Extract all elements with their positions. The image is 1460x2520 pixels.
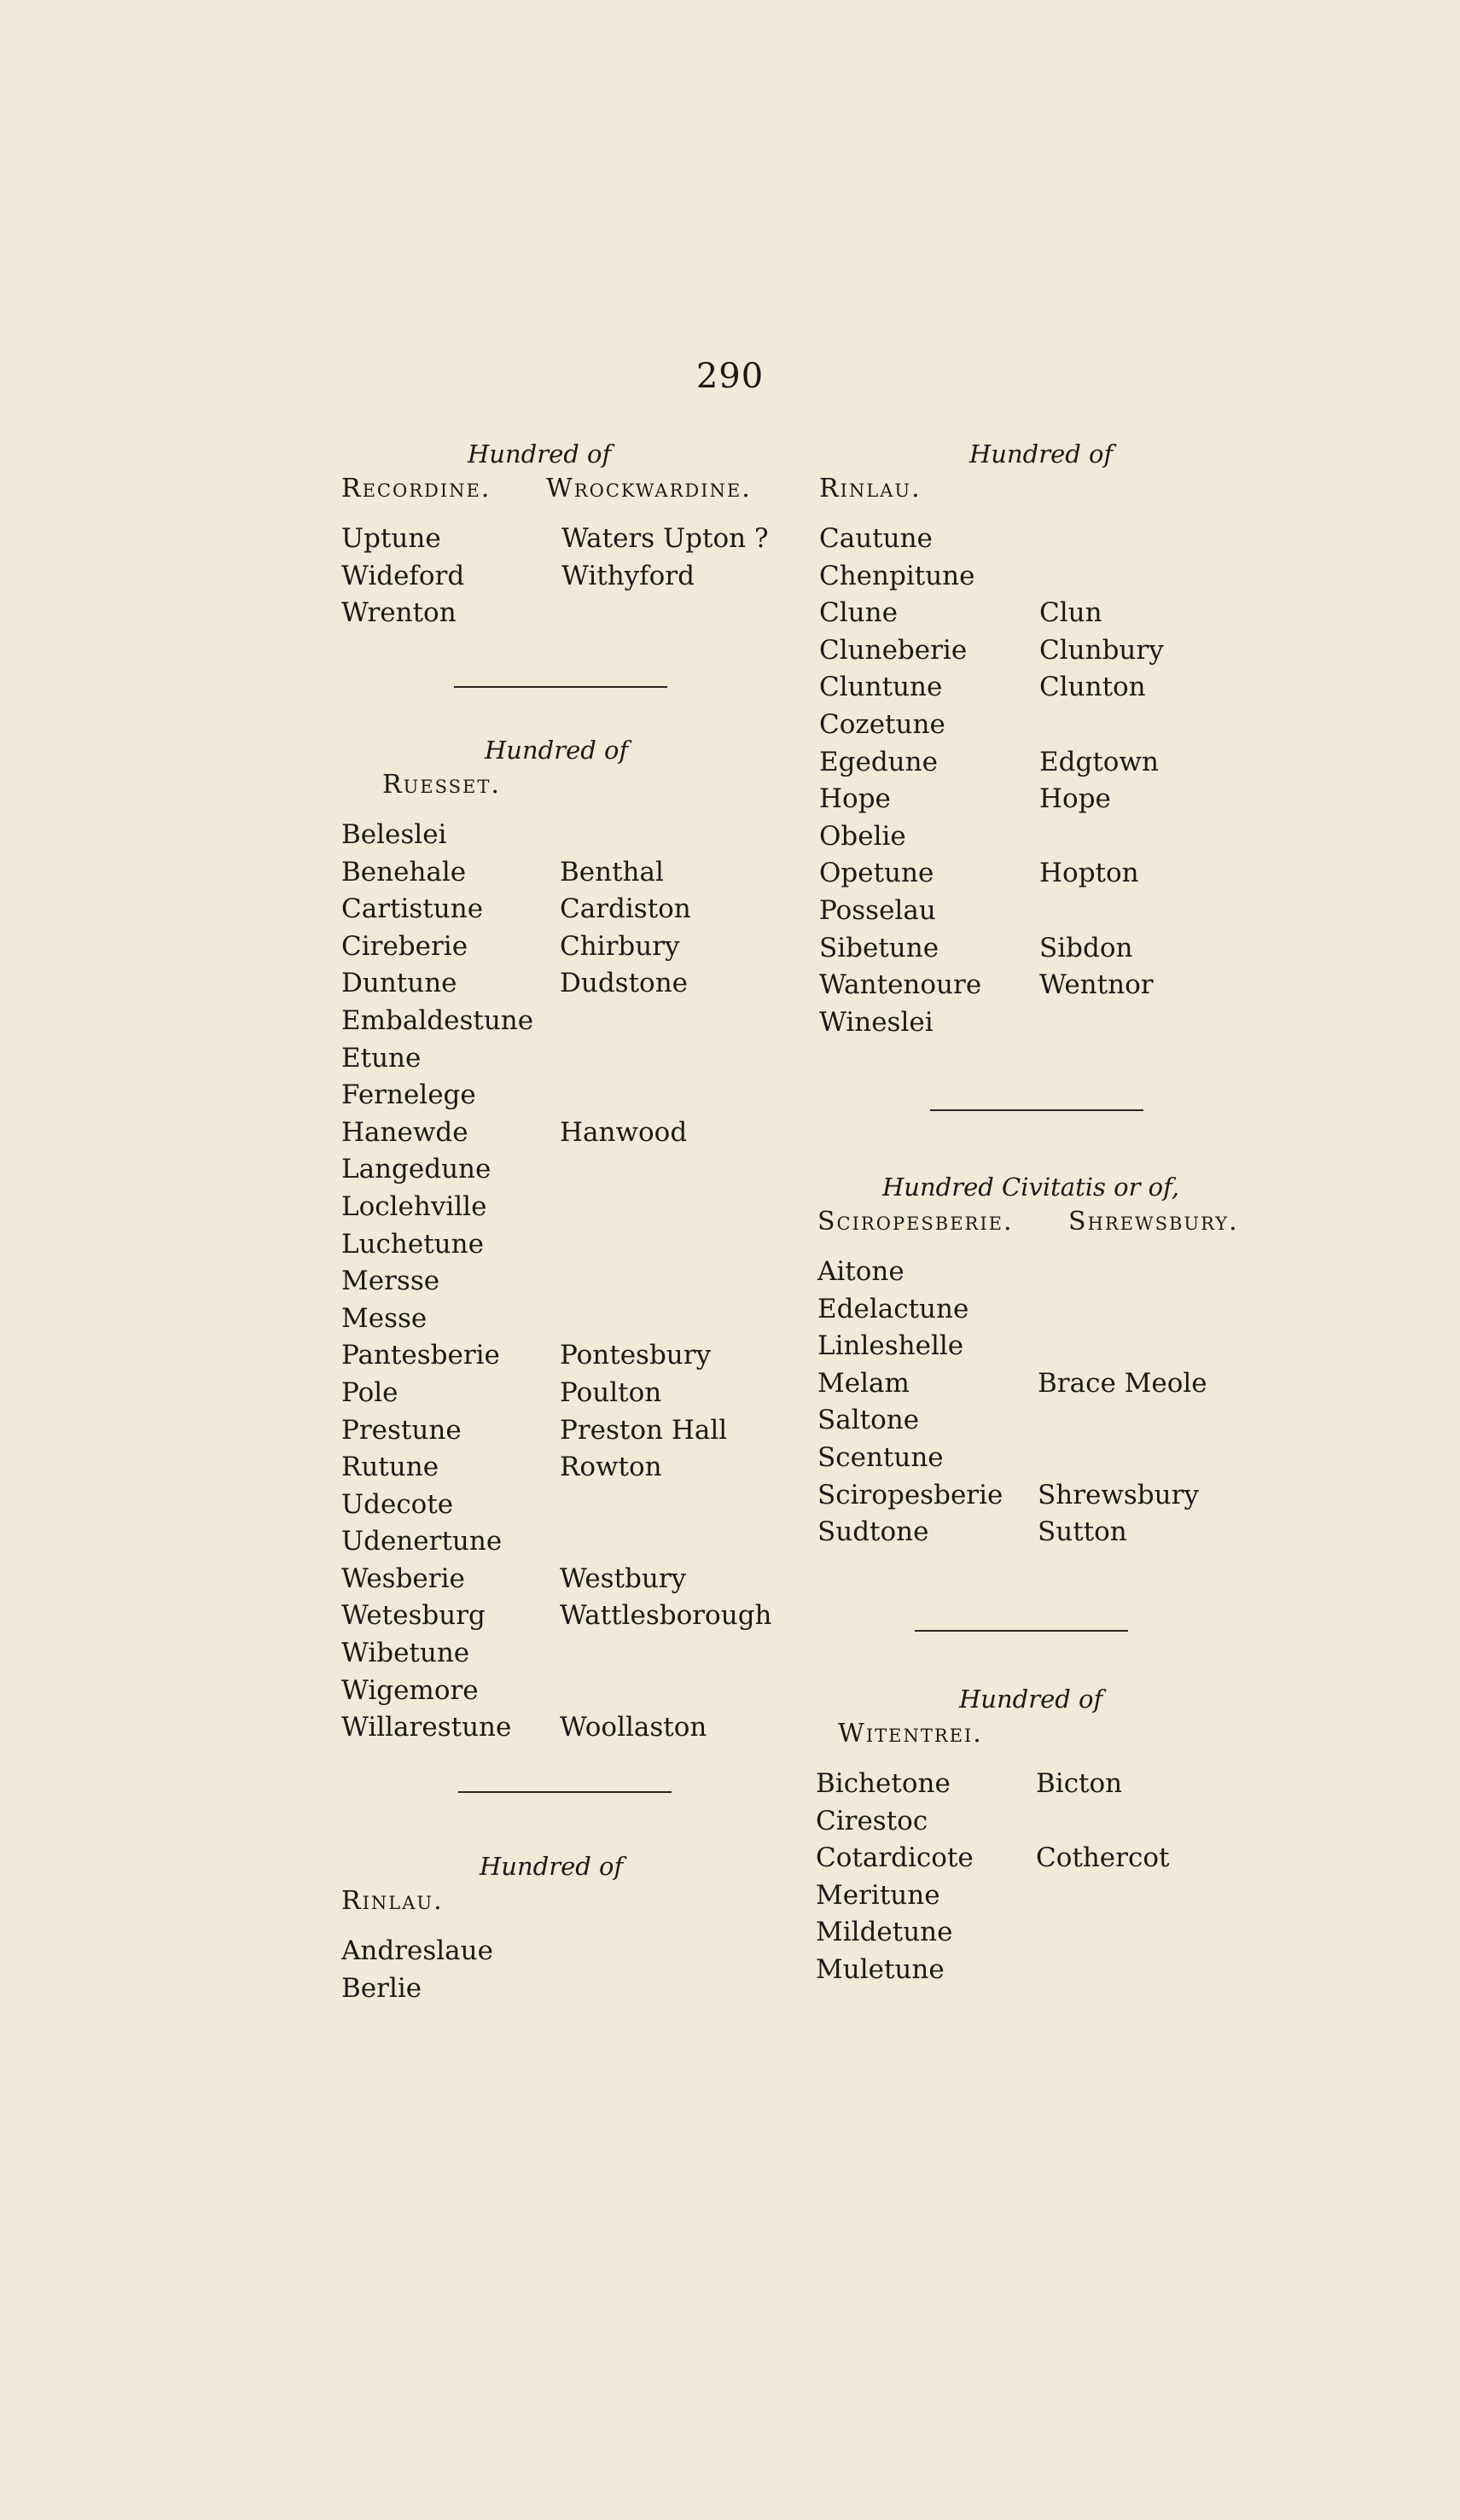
modern-name: Shrewsbury	[1038, 1479, 1199, 1510]
domesday-name: Messe	[341, 1302, 428, 1334]
domesday-name: Hanewde	[341, 1116, 468, 1148]
modern-name: Woollaston	[560, 1712, 707, 1743]
domesday-name: Melam	[817, 1367, 910, 1399]
domesday-name: Mildetune	[816, 1917, 953, 1948]
domesday-name: Saltone	[817, 1405, 920, 1436]
section-divider	[454, 686, 667, 688]
page-number: 290	[695, 357, 765, 396]
domesday-name: Benehale	[341, 856, 467, 888]
hundred-header-modern: Shrewsbury.	[1068, 1207, 1239, 1237]
right-block-witentrei	[816, 1685, 1299, 1992]
domesday-name: Berlie	[341, 1972, 422, 2004]
domesday-name: Uptune	[341, 523, 441, 554]
place-row	[341, 1266, 785, 1303]
place-row	[341, 1600, 785, 1638]
place-row	[816, 1806, 1299, 1843]
modern-name: Cardiston	[560, 893, 691, 925]
modern-name: Clun	[1039, 597, 1102, 629]
place-row	[819, 523, 1297, 561]
modern-name: Clunbury	[1039, 634, 1164, 666]
domesday-name: Wantenoure	[819, 969, 982, 1001]
domesday-name: Wineslei	[819, 1006, 934, 1038]
left-block-ruesset	[341, 736, 785, 1749]
hundred-header	[817, 1207, 1295, 1243]
place-row	[817, 1480, 1295, 1517]
place-row	[819, 858, 1297, 895]
domesday-name: Langedune	[341, 1154, 492, 1185]
place-row	[819, 672, 1297, 709]
place-row	[341, 1340, 785, 1377]
place-row	[341, 1712, 785, 1749]
domesday-name: Embaldestune	[341, 1004, 534, 1036]
modern-name: Benthal	[560, 856, 664, 888]
domesday-name: Cluneberie	[819, 634, 968, 666]
domesday-name: Muletune	[816, 1953, 945, 1985]
place-row	[341, 561, 785, 598]
domesday-name: Scentune	[817, 1441, 944, 1473]
place-list	[341, 819, 785, 1749]
place-row	[819, 783, 1297, 821]
hundred-title: Hundred of	[959, 1685, 1103, 1714]
domesday-name: Egedune	[819, 746, 938, 777]
section-divider	[458, 1791, 672, 1793]
left-block-recordine	[341, 439, 785, 635]
domesday-name: Cautune	[819, 523, 933, 554]
place-row	[819, 709, 1297, 747]
modern-name: Bicton	[1036, 1768, 1123, 1799]
place-row	[341, 1080, 785, 1117]
domesday-name: Cotardicote	[816, 1842, 974, 1874]
place-row	[341, 1415, 785, 1452]
place-row	[341, 1563, 785, 1601]
hundred-header: Witentrei.	[838, 1719, 983, 1749]
domesday-name: Prestune	[341, 1414, 462, 1446]
place-row	[817, 1516, 1295, 1554]
hundred-header: Rinlau.	[341, 1886, 444, 1916]
place-row	[819, 1007, 1297, 1045]
hundred-header-old: Sciropesberie.	[817, 1207, 1014, 1237]
domesday-name: Sibetune	[819, 932, 939, 963]
place-row	[819, 895, 1297, 933]
hundred-title: Hundred of	[480, 1852, 624, 1881]
place-row	[341, 1526, 785, 1563]
right-block-sciropesberie	[817, 1173, 1295, 1554]
domesday-name: Wrenton	[341, 597, 457, 629]
place-row	[341, 1377, 785, 1415]
place-row	[341, 1043, 785, 1080]
place-row	[341, 1005, 785, 1043]
place-row	[341, 1452, 785, 1489]
domesday-name: Cartistune	[341, 893, 484, 925]
domesday-name: Cireberie	[341, 930, 468, 962]
place-list	[341, 1935, 785, 2010]
domesday-name: Wesberie	[341, 1563, 465, 1594]
place-row	[816, 1954, 1299, 1992]
domesday-name: Posselau	[819, 894, 936, 926]
place-row	[341, 1154, 785, 1191]
place-row	[817, 1368, 1295, 1405]
place-row	[819, 635, 1297, 672]
place-row	[817, 1294, 1295, 1331]
place-row	[341, 968, 785, 1005]
modern-name: Hopton	[1039, 858, 1139, 889]
place-list	[341, 523, 785, 635]
modern-name: Chirbury	[560, 930, 680, 962]
section-divider	[915, 1630, 1128, 1632]
modern-name: Rowton	[560, 1452, 662, 1483]
place-row	[819, 597, 1297, 635]
place-row	[819, 821, 1297, 858]
place-list	[819, 523, 1297, 1044]
domesday-name: Sciropesberie	[817, 1479, 1003, 1510]
place-row	[819, 747, 1297, 784]
modern-name: Westbury	[560, 1563, 687, 1594]
domesday-name: Pole	[341, 1376, 398, 1408]
place-row	[817, 1442, 1295, 1480]
modern-name: Cothercot	[1036, 1842, 1170, 1874]
place-row	[341, 1935, 785, 1973]
domesday-name: Beleslei	[341, 819, 447, 850]
place-row	[341, 1973, 785, 2011]
domesday-name: Opetune	[819, 858, 934, 889]
domesday-name: Obelie	[819, 820, 906, 852]
place-row	[819, 933, 1297, 970]
domesday-name: Willarestune	[341, 1712, 512, 1743]
place-row	[817, 1256, 1295, 1294]
place-row	[341, 1675, 785, 1713]
place-row	[341, 893, 785, 931]
section-divider	[930, 1109, 1143, 1111]
domesday-name: Duntune	[341, 968, 457, 999]
modern-name: Brace Meole	[1038, 1367, 1207, 1399]
modern-name: Sibdon	[1039, 932, 1133, 963]
place-row	[341, 857, 785, 894]
modern-name: Withyford	[561, 560, 695, 591]
modern-name: Edgtown	[1039, 746, 1159, 777]
hundred-header: Ruesset.	[382, 770, 501, 800]
domesday-name: Luchetune	[341, 1228, 484, 1260]
domesday-name: Pantesberie	[341, 1340, 500, 1371]
place-row	[341, 1229, 785, 1266]
place-row	[816, 1842, 1299, 1880]
place-row	[816, 1768, 1299, 1806]
domesday-name: Bichetone	[816, 1768, 951, 1799]
hundred-title: Hundred of	[485, 736, 629, 765]
domesday-name: Cirestoc	[816, 1805, 928, 1836]
place-row	[341, 819, 785, 857]
domesday-name: Udenertune	[341, 1526, 503, 1557]
domesday-name: Fernelege	[341, 1080, 476, 1111]
modern-name: Sutton	[1038, 1516, 1127, 1548]
place-row	[819, 969, 1297, 1007]
modern-name: Pontesbury	[560, 1340, 712, 1371]
domesday-name: Clune	[819, 597, 898, 629]
domesday-name: Cluntune	[819, 672, 943, 703]
modern-name: Clunton	[1039, 672, 1146, 703]
left-block-rinlau	[341, 1852, 785, 2010]
hundred-header-old: Recordine.	[341, 474, 492, 503]
hundred-title: Hundred of	[468, 439, 612, 468]
place-row	[341, 1638, 785, 1675]
domesday-name: Udecote	[341, 1488, 454, 1520]
place-row	[819, 561, 1297, 598]
domesday-name: Meritune	[816, 1879, 940, 1911]
domesday-name: Wideford	[341, 560, 465, 591]
modern-name: Hope	[1039, 783, 1111, 815]
place-row	[816, 1917, 1299, 1954]
domesday-name: Wibetune	[341, 1638, 470, 1669]
domesday-name: Chenpitune	[819, 560, 975, 591]
modern-name: Wattlesborough	[560, 1600, 772, 1632]
hundred-header: Rinlau.	[819, 474, 922, 503]
domesday-name: Etune	[341, 1042, 422, 1074]
place-list	[816, 1768, 1299, 1992]
domesday-name: Cozetune	[819, 708, 945, 740]
place-row	[817, 1330, 1295, 1368]
domesday-name: Mersse	[341, 1266, 440, 1297]
place-row	[341, 1489, 785, 1527]
domesday-name: Wigemore	[341, 1674, 479, 1706]
domesday-name: Hope	[819, 783, 891, 815]
place-row	[341, 1117, 785, 1155]
hundred-header-modern: Wrockwardine.	[546, 474, 752, 503]
place-row	[341, 597, 785, 635]
domesday-name: Rutune	[341, 1452, 439, 1483]
place-list	[817, 1256, 1295, 1554]
place-row	[341, 931, 785, 969]
place-row	[341, 1191, 785, 1229]
right-block-rinlau	[819, 439, 1297, 1044]
domesday-name: Sudtone	[817, 1516, 929, 1548]
domesday-name: Linleshelle	[817, 1330, 964, 1362]
modern-name: Preston Hall	[560, 1414, 728, 1446]
modern-name: Dudstone	[560, 968, 689, 999]
hundred-title: Hundred of	[969, 439, 1114, 468]
modern-name: Wentnor	[1039, 969, 1154, 1001]
hundred-title: Hundred Civitatis or of,	[882, 1173, 1180, 1202]
domesday-name: Aitone	[817, 1256, 905, 1287]
domesday-name: Loclehville	[341, 1190, 487, 1222]
domesday-name: Edelactune	[817, 1293, 969, 1324]
domesday-name: Wetesburg	[341, 1600, 486, 1632]
hundred-header	[341, 474, 785, 509]
modern-name: Poulton	[560, 1376, 662, 1408]
place-row	[817, 1405, 1295, 1442]
modern-name: Hanwood	[560, 1116, 688, 1148]
place-row	[341, 1303, 785, 1341]
modern-name: Waters Upton ?	[561, 523, 769, 554]
place-row	[341, 523, 785, 561]
domesday-name: Andreslaue	[341, 1935, 493, 1966]
place-row	[816, 1880, 1299, 1918]
